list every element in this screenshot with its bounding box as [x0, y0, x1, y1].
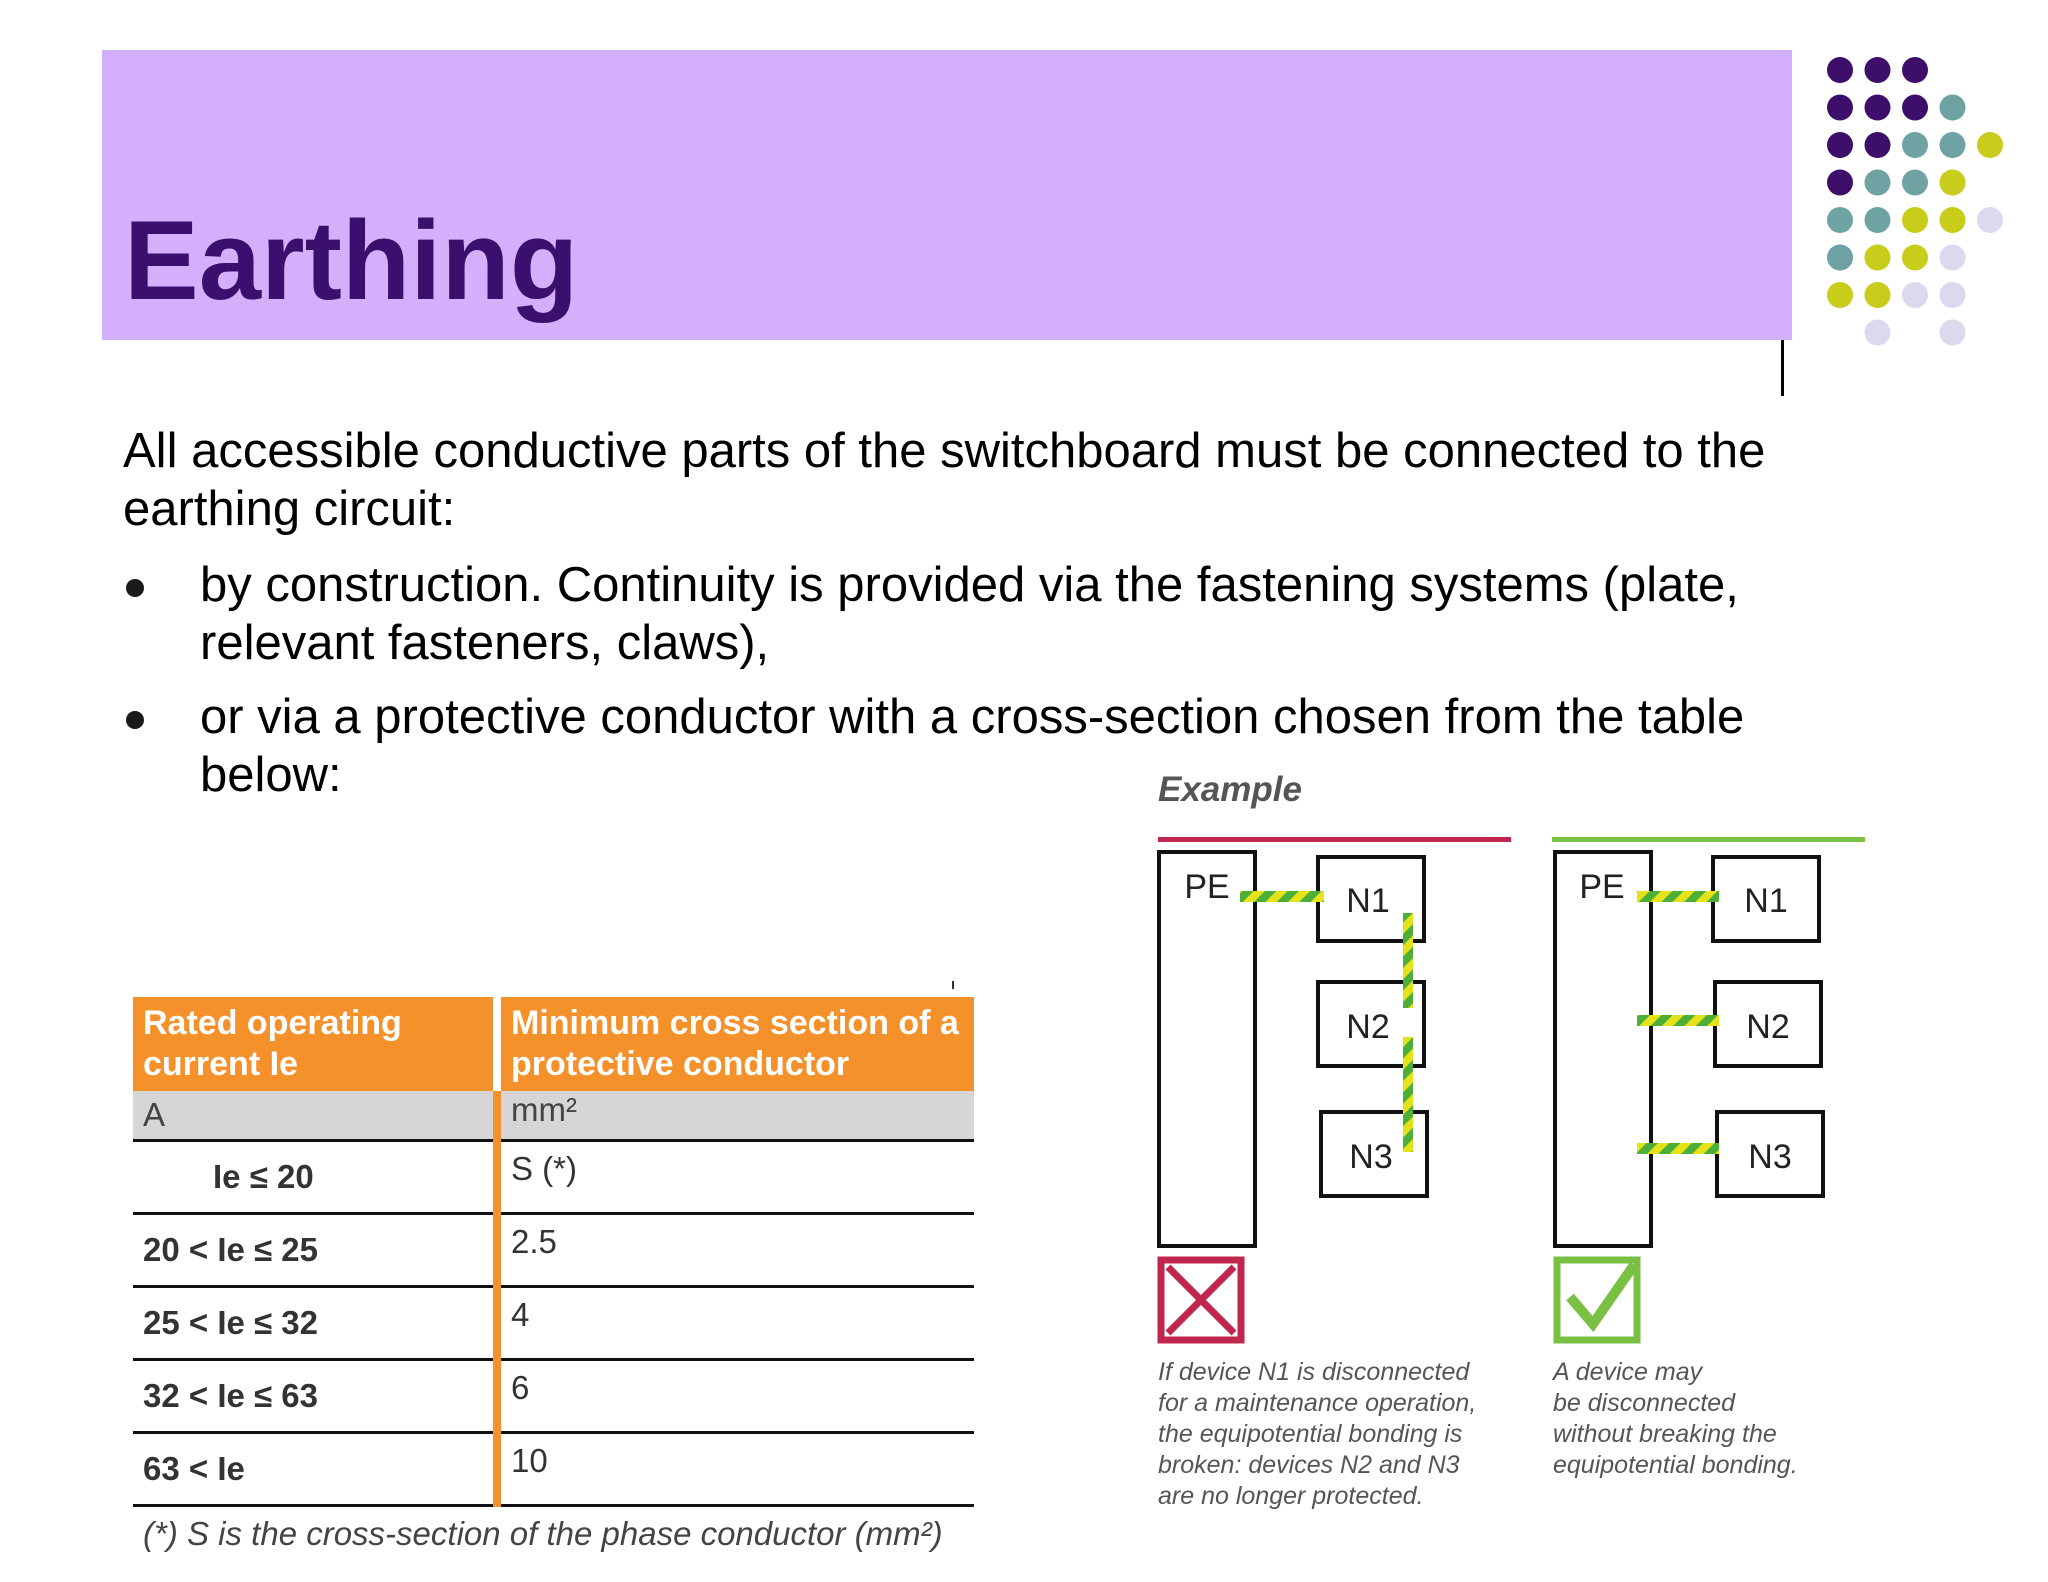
caption-line: the equipotential bonding is: [1158, 1420, 1463, 1448]
decorative-dot: [1865, 207, 1891, 233]
device-label: N2: [1346, 1008, 1390, 1046]
device-label: N1: [1346, 882, 1390, 920]
current-range-text: Ie ≤ 20: [213, 1158, 314, 1195]
decorative-dot: [1902, 95, 1928, 121]
decorative-dot: [1940, 170, 1966, 196]
bullet-text: by construction. Continuity is provided via the fastening systems (plate, relevant fasteners, claws),: [200, 558, 1739, 670]
divider-line: [1781, 340, 1784, 396]
decorative-dot: [1865, 282, 1891, 308]
cross-section-value: 6: [497, 1360, 974, 1433]
decorative-dot: [1977, 132, 2003, 158]
decorative-dot: [1865, 57, 1891, 83]
caption-line: without breaking the: [1553, 1420, 1777, 1448]
decorative-dot: [1865, 170, 1891, 196]
intro-text: All accessible conductive parts of the switchboard must be connected to the earthing circuit:: [123, 424, 1766, 536]
decorative-dot: [1827, 282, 1853, 308]
check-icon: [1557, 1260, 1637, 1340]
table-row: [133, 1214, 974, 1287]
decorative-dot: [1902, 245, 1928, 271]
table-row: [133, 1141, 974, 1214]
table-tick-mark: [952, 981, 954, 989]
device-label: N2: [1746, 1008, 1790, 1046]
table-row: [133, 1360, 974, 1433]
current-range: [133, 1141, 497, 1214]
pe-label-left: PE: [1184, 868, 1230, 906]
bonding-wire: [1637, 1015, 1719, 1026]
slide-body: [123, 422, 1883, 820]
decorative-dot: [1940, 282, 1966, 308]
unit-current: A: [133, 1091, 497, 1141]
example-label: Example: [1158, 770, 1302, 809]
decorative-dot: [1940, 132, 1966, 158]
caption-line: equipotential bonding.: [1553, 1451, 1798, 1479]
cross-section-value: S (*): [497, 1141, 974, 1214]
bullet-item: [123, 688, 1883, 804]
cross-section-value: 2.5: [497, 1214, 974, 1287]
caption-line: are no longer protected.: [1158, 1482, 1424, 1510]
decorative-dot: [1902, 282, 1928, 308]
protective-conductor-table: [133, 997, 974, 1553]
bullet-item: [123, 556, 1883, 672]
caption-line: be disconnected: [1553, 1389, 1736, 1417]
cross-icon: [1161, 1260, 1241, 1340]
title-band: [102, 50, 1792, 340]
current-range: 20 < Ie ≤ 25: [133, 1214, 497, 1287]
current-range: 32 < Ie ≤ 63: [133, 1360, 497, 1433]
decorative-dot: [1902, 57, 1928, 83]
bonding-wire: [1403, 1037, 1413, 1152]
bonding-wire: [1637, 891, 1719, 902]
decorative-dot: [1827, 132, 1853, 158]
right-header-line: [1552, 837, 1865, 842]
decorative-dot: [1865, 132, 1891, 158]
header-min-cross-section: Minimum cross section of a protective conductor: [497, 997, 974, 1091]
decorative-dot: [1865, 320, 1891, 346]
bullet-list: [123, 556, 1883, 804]
wrong-header-line: [1158, 837, 1511, 842]
right-example-caption: [1553, 1357, 1798, 1481]
device-label: N3: [1349, 1138, 1393, 1176]
bonding-wire: [1637, 1143, 1719, 1154]
decorative-dot: [1827, 57, 1853, 83]
decorative-dot: [1827, 95, 1853, 121]
bullet-icon: [126, 711, 144, 729]
decorative-dot: [1902, 132, 1928, 158]
pe-bar-right: [1555, 852, 1651, 1246]
decorative-dot: [1865, 245, 1891, 271]
header-rated-current: Rated operating current Ie: [133, 997, 497, 1091]
bullet-icon: [126, 579, 144, 597]
current-range: 25 < Ie ≤ 32: [133, 1287, 497, 1360]
caption-line: broken: devices N2 and N3: [1158, 1451, 1460, 1479]
decorative-dot: [1827, 170, 1853, 196]
caption-line: A device may: [1553, 1358, 1703, 1386]
bonding-wire: [1403, 913, 1413, 1008]
decorative-dot: [1865, 95, 1891, 121]
device-label: N1: [1744, 882, 1788, 920]
decorative-dot: [1977, 207, 2003, 233]
decorative-dot: [1827, 207, 1853, 233]
decorative-dot: [1940, 320, 1966, 346]
pe-label-right: PE: [1579, 868, 1625, 906]
decorative-dot: [1902, 207, 1928, 233]
decorative-dot: [1940, 95, 1966, 121]
cross-section-value: 4: [497, 1287, 974, 1360]
slide-title: Earthing: [124, 198, 579, 323]
unit-cross-section: mm²: [497, 1091, 974, 1141]
table-row: [133, 1287, 974, 1360]
decorative-dot: [1940, 207, 1966, 233]
units-row: [133, 1091, 974, 1141]
bullet-text: or via a protective conductor with a cross-section chosen from the table below:: [200, 690, 1745, 802]
decorative-dot: [1940, 245, 1966, 271]
decorative-dot: [1902, 170, 1928, 196]
earthing-example-diagram: [1150, 825, 1890, 1345]
caption-line: If device N1 is disconnected: [1158, 1358, 1470, 1386]
decorative-dot: [1827, 245, 1853, 271]
wrong-example-caption: [1158, 1357, 1476, 1512]
caption-line: for a maintenance operation,: [1158, 1389, 1477, 1417]
device-label: N3: [1748, 1138, 1792, 1176]
current-range: 63 < Ie: [133, 1433, 497, 1506]
bonding-wire: [1240, 891, 1324, 902]
table-row: [133, 1433, 974, 1506]
pe-bar-left: [1159, 852, 1255, 1246]
table-footnote: (*) S is the cross-section of the phase conductor (mm²): [143, 1515, 943, 1552]
cross-section-value: 10: [497, 1433, 974, 1506]
